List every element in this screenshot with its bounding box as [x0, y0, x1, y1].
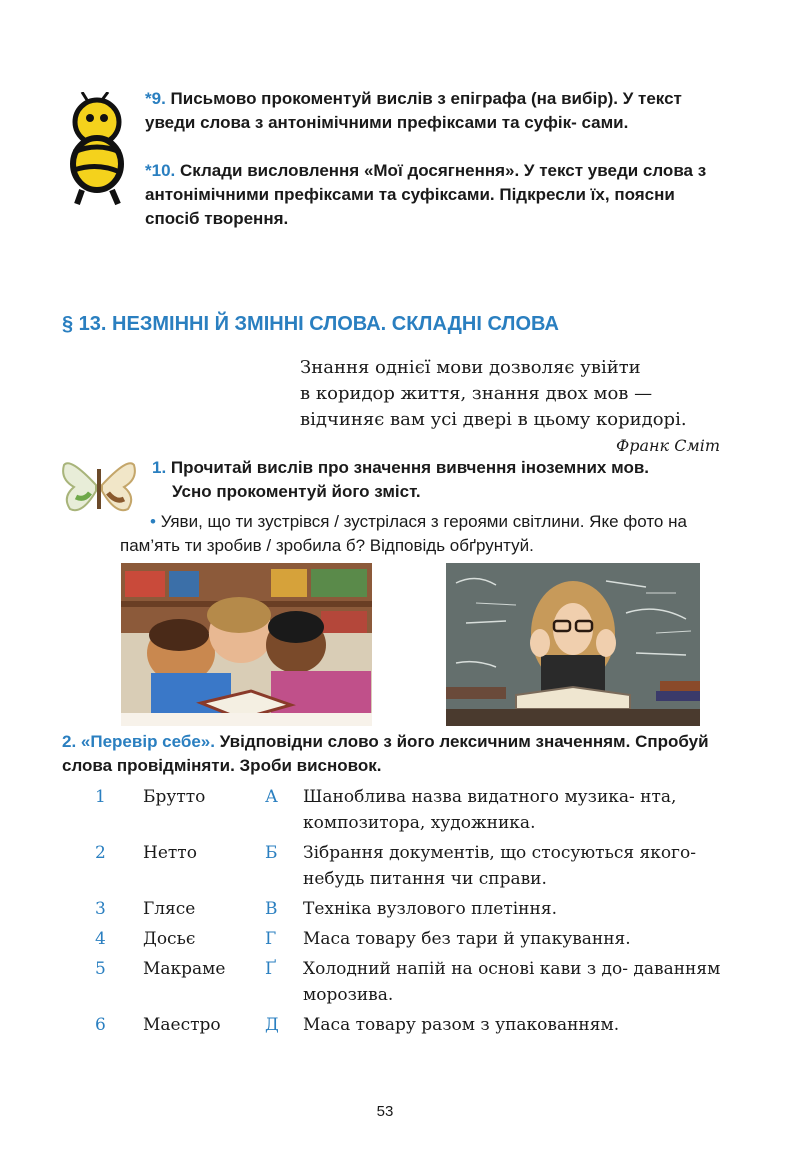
- row-definition: Техніка вузлового плетіння.: [303, 899, 557, 919]
- task-2-number: 2.: [62, 732, 77, 751]
- table-row: [90, 1012, 730, 1038]
- row-definition: Маса товару без тари й упакування.: [303, 929, 631, 949]
- row-word: Глясе: [143, 899, 196, 919]
- task-1: [152, 456, 752, 504]
- epigraph-line-1: Знання однієї мови дозволяє увійти: [300, 357, 641, 378]
- row-definition: Шаноблива назва видатного музика- нта, композитора, художника.: [303, 787, 677, 833]
- row-number: 2: [95, 843, 106, 863]
- task-2-text: Увідповідни слово з його лексичним значенням. Спробуй слова провідміняти. Зроби висновок.: [62, 732, 709, 775]
- table-row: [90, 784, 730, 836]
- row-letter: В: [265, 899, 278, 919]
- table-row: [90, 896, 730, 922]
- task-1-bullet-paragraph: [120, 510, 700, 558]
- row-number: 6: [95, 1015, 106, 1035]
- row-definition: Холодний напій на основі кави з до- даванням морозива.: [303, 959, 721, 1005]
- task-9: [145, 87, 725, 135]
- table-row: [90, 840, 730, 892]
- photo-girl-with-books: [446, 563, 700, 726]
- row-letter: Б: [265, 843, 278, 863]
- task-1-bullet-text: Уяви, що ти зустрівся / зустрілася з героями світлини. Яке фото на пам’ять ти зробив / зробила б? Відповідь обґрунтуй.: [120, 512, 687, 555]
- row-letter: А: [265, 787, 278, 807]
- row-number: 3: [95, 899, 106, 919]
- bee-mascot-icon: [62, 92, 132, 207]
- task-10: [145, 159, 725, 231]
- row-word: Маестро: [143, 1015, 221, 1035]
- row-letter: Г: [265, 929, 277, 949]
- row-number: 1: [95, 787, 106, 807]
- task-1-number: 1.: [152, 458, 167, 477]
- matching-table: [90, 784, 730, 1042]
- row-word: Досьє: [143, 929, 196, 949]
- row-word: Макраме: [143, 959, 226, 979]
- task-10-text: Склади висловлення «Мої досягнення». У текст уведи слова з антонімічними префіксами та суфіксами. Підкресли їх, поясни спосіб творення.: [145, 161, 707, 228]
- task-2: [62, 730, 742, 778]
- task-10-number: *10.: [145, 161, 176, 180]
- task-1-line-2: Усно прокоментуй його зміст.: [172, 482, 421, 501]
- epigraph-line-2: в коридор життя, знання двох мов —: [300, 383, 653, 404]
- epigraph-author: Франк Сміт: [615, 436, 720, 455]
- row-definition: Маса товару разом з упакованням.: [303, 1015, 620, 1035]
- row-letter: Ґ: [265, 959, 277, 979]
- table-row: [90, 926, 730, 952]
- epigraph-line-3: відчиняє вам усі двері в цьому коридорі.: [300, 409, 687, 430]
- task-2-title: «Перевір себе».: [80, 732, 215, 751]
- table-row: [90, 956, 730, 1008]
- task-9-number: *9.: [145, 89, 166, 108]
- row-definition: Зібрання документів, що стосуються якого-небудь питання чи справи.: [303, 843, 696, 889]
- epigraph: [300, 355, 720, 459]
- photo-children-reading: [121, 563, 372, 726]
- bullet-icon: •: [150, 512, 156, 531]
- row-word: Брутто: [143, 787, 206, 807]
- section-title: § 13. НЕЗМІННІ Й ЗМІННІ СЛОВА. СКЛАДНІ СЛОВА: [62, 313, 559, 335]
- task-1-line-1: Прочитай вислів про значення вивчення іноземних мов.: [170, 458, 650, 477]
- butterfly-icon: [60, 457, 138, 515]
- row-number: 4: [95, 929, 106, 949]
- row-letter: Д: [265, 1015, 279, 1035]
- task-9-text: Письмово прокоментуй вислів з епіграфа (на вибір). У текст уведи слова з антонімічними префіксами та суфік- сами.: [145, 89, 682, 132]
- row-number: 5: [95, 959, 106, 979]
- page-number: 53: [376, 1103, 394, 1120]
- row-word: Нетто: [143, 843, 197, 863]
